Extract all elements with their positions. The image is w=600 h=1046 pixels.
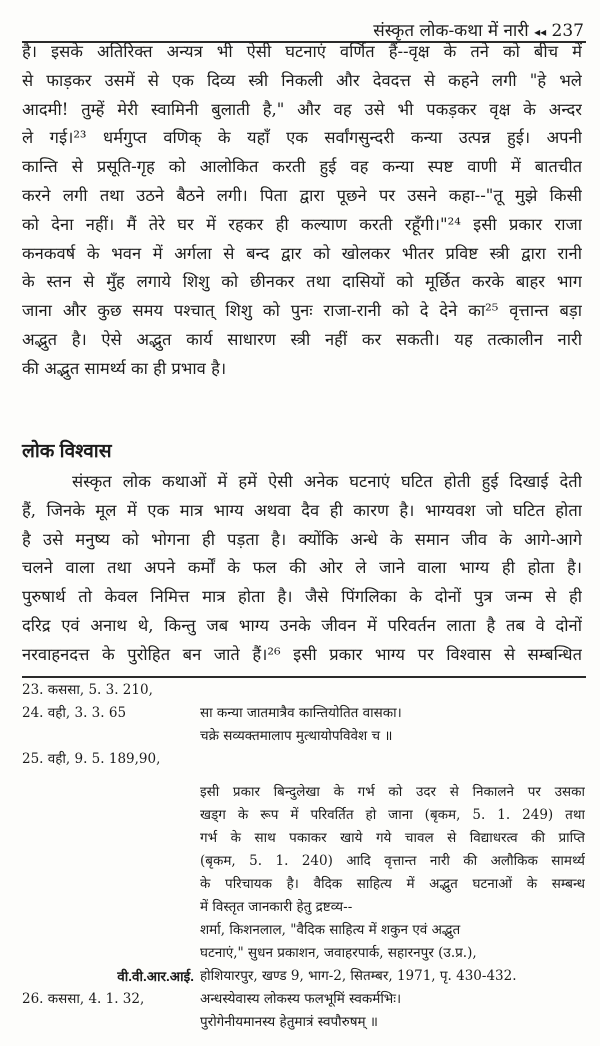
text-line: संस्कृत लोक कथाओं में हमें ऐसी अनेक घटनाएं घटित होती हुई दिखाई देती: [72, 472, 582, 491]
text-line: कनकवर्ष के भवन में अर्गला से बन्द द्वार को खोलकर भीतर प्रविष्ट स्त्री द्वारा रानी: [22, 243, 582, 263]
footnote-line: होशियारपुर, खण्ड 9, भाग-2, सितम्बर, 1971, पृ. 430-432.: [200, 968, 517, 984]
verse-line: अन्धस्येवास्य लोकस्य फलभूमिं स्वकर्मभिः।: [200, 991, 402, 1007]
footnote-24: 24. वही, 3. 3. 65: [22, 705, 127, 721]
text-line: अद्भुत है। ऐसे अद्भुत कार्य साधारण स्त्री नहीं कर सकती। यह तत्कालीन नारी: [22, 329, 582, 349]
text-line: को देना नहीं। मैं तेरे घर में रहकर ही कल्याण करती रहूँगी।"²⁴ इसी प्रकार राजा: [22, 214, 582, 234]
footnote-line: में विस्तृत जानकारी हेतु द्रष्टव्य--: [200, 899, 353, 915]
text-line: दरिद्र एवं अनाथ थे, किन्तु जब भाग्य उनके जीवन में परिवर्तन लाता है तब वे दोनों: [22, 615, 582, 635]
text-line: है उसे मनुष्य को भोगना ही पड़ता है। क्योंकि अन्धे के समान जीव के आगे-आगे: [22, 529, 582, 549]
footnote-26: 26. कससा, 4. 1. 32,: [22, 991, 145, 1007]
footnote-line: इसी प्रकार बिन्दुलेखा के गर्भ को उदर से निकालने पर उसका: [200, 784, 585, 800]
text-line: की अद्भुत सामर्थ्य का ही प्रभाव है।: [22, 358, 227, 378]
footnote-line: घटनाएं," सुधन प्रकाशन, जवाहरपार्क, सहारनपुर (उ.प्र.),: [200, 945, 477, 961]
footnote-25: 25. वही, 9. 5. 189,90,: [22, 751, 161, 767]
footnote-line: गर्भ के साथ पकाकर खाये गये चावल से विद्याधरत्व की प्राप्ति: [200, 830, 585, 846]
footnote-rule: [22, 676, 586, 678]
text-line: जाना और कुछ समय पश्चात् शिशु को पुनः राजा-रानी को दे देने का²⁵ वृत्तान्त बड़ा: [22, 301, 582, 321]
verse-line: पुरोगेनीयमानस्य हेतुमात्रं स्वपौरुषम् ॥: [200, 1014, 378, 1030]
text-line: से फाड़कर उसमें से एक दिव्य स्त्री निकली और देवदत्त से कहने लगी "हे भले: [22, 70, 582, 90]
footnote-line: खड्ग के रूप में परिवर्तित हो जाना (बृकम, 5. 1. 249) तथा: [200, 807, 585, 823]
footnote-24-text: [200, 702, 585, 748]
footnote-line: के परिचायक है। वैदिक साहित्य में अद्भुत घटनाओं के सम्बन्ध: [200, 876, 585, 892]
text-line: के स्तन से मुँह लगाये शिशु को छीनकर तथा दासियों को मूर्छित करके बाहर भाग: [22, 272, 582, 292]
paragraph-1: [22, 38, 582, 384]
verse-line: चक्रे सव्यक्तमालाप मुत्थायोपविवेश च ॥: [200, 728, 393, 744]
double-arrow-icon: ◂◂: [534, 25, 547, 39]
paragraph-2: [22, 468, 582, 670]
page-number: 237: [551, 21, 584, 41]
footnote-line: (बृकम, 5. 1. 240) आदि वृत्तान्त नारी की अलौकिक सामर्थ्य: [200, 853, 585, 869]
footnote-25-text: [200, 781, 585, 988]
footnote-line: शर्मा, किशनलाल, "वैदिक साहित्य में शकुन एवं अद्भुत: [200, 922, 461, 938]
text-line: करने लगी तथा उठने बैठने लगी। पिता द्वारा पूछने पर उसने कहा--"तू मुझे किसी: [22, 185, 582, 205]
text-line: आदमी! तुम्हें मेरी स्वामिनी बुलाती है," और वह उसे भी पकड़कर वृक्ष के अन्दर: [22, 99, 582, 119]
verse-line: सा कन्या जातमात्रैव कान्तियोतित वासका।: [200, 705, 402, 721]
text-line: नरवाहनदत्त के पुरोहित बन जाते हैं।²⁶ इसी प्रकार भाग्य पर विश्वास से सम्बन्धित: [22, 644, 582, 664]
header-title: संस्कृत लोक-कथा में नारी: [373, 21, 529, 41]
text-line: हैं, जिनके मूल में एक मात्र भाग्य अथवा दैव ही कारण है। भाग्यवश जो घटित होता: [22, 500, 582, 520]
text-line: ले गई।²³ धर्मगुप्त वणिक् के यहाँ एक सर्वांगसुन्दरी कन्या उत्पन्न हुई। अपनी: [22, 128, 582, 148]
text-line: चलने वाला तथा अपने कर्मों के फल की ओर ले जाने वाला भाग्य ही होता है।: [22, 558, 582, 578]
text-line: पुरुषार्थ तो केवल निमित्त मात्र होता है। जैसे पिंगलिका के दोनों पुत्र जन्म से ही: [22, 587, 582, 607]
footnote-26-text: [200, 988, 585, 1034]
text-line: है। इसके अतिरिक्त अन्यत्र भी ऐसी घटनाएं वर्णित हैं--वृक्ष के तने को बीच में: [22, 42, 582, 61]
text-line: कान्ति से प्रसूति-गृह को आलोकित करती हुई वह कन्या स्पष्ट वाणी में बातचीत: [22, 157, 582, 177]
vvri-label: वी.वी.आर.आई.: [117, 969, 194, 984]
section-heading: लोक विश्वास: [22, 441, 112, 462]
footnote-23: 23. कससा, 5. 3. 210,: [22, 682, 153, 698]
